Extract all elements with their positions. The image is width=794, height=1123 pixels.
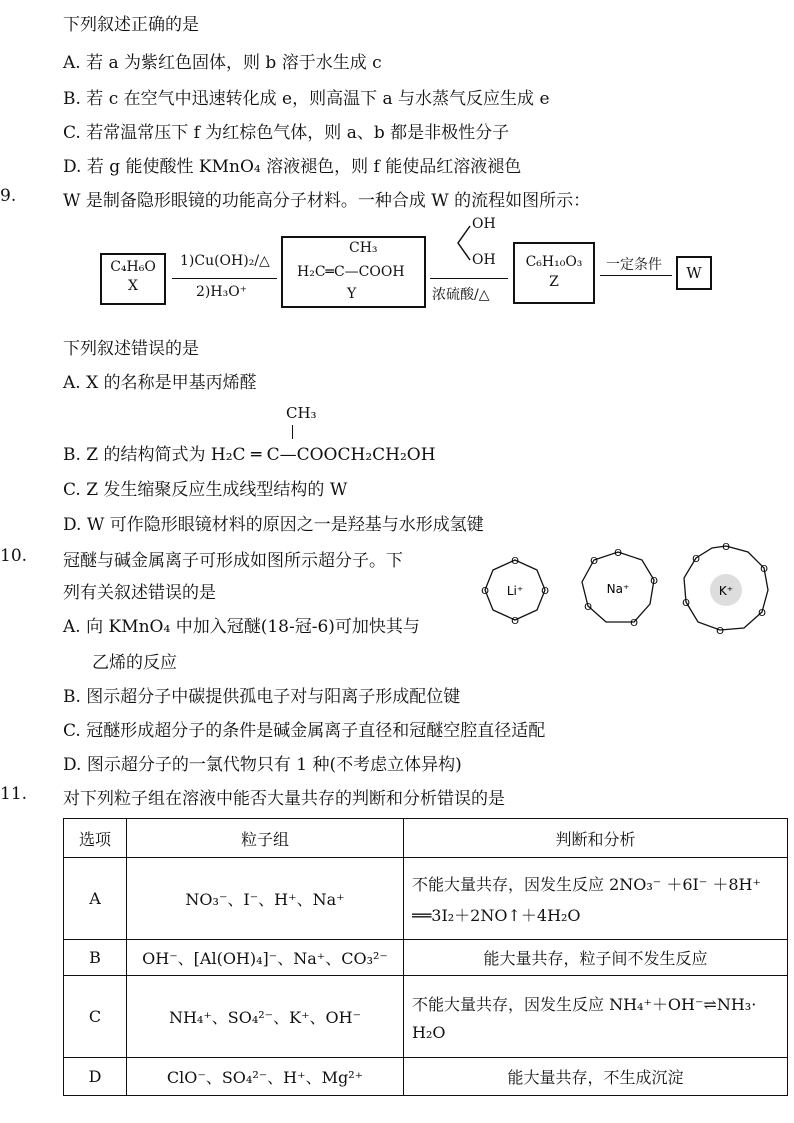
row-ions: NH₄⁺、SO₄²⁻、K⁺、OH⁻ (127, 976, 404, 1058)
compound-x-box (100, 253, 166, 305)
q10-number: 10. (0, 546, 28, 566)
step3-condition: 一定条件 (606, 257, 662, 273)
compound-y-box (281, 236, 426, 308)
arrow-3 (600, 275, 672, 276)
analysis-line: 不能大量共存，因发生反应 NH₄⁺＋OH⁻⇌NH₃· (412, 994, 757, 1014)
row-ions: NO₃⁻、I⁻、H⁺、Na⁺ (127, 858, 404, 940)
oxygen-atom: O (614, 548, 622, 559)
q10-stem-line1: 冠醚与碱金属离子可形成如图所示超分子。下 (63, 551, 403, 571)
compound-w-label: W (686, 264, 702, 282)
row-option: B (64, 940, 127, 976)
q10-option-c: C. 冠醚形成超分子的条件是碱金属离子直径和冠醚空腔直径适配 (63, 721, 546, 741)
table-row (64, 1058, 788, 1096)
row-analysis (404, 858, 788, 940)
q9-option-a: A. X 的名称是甲基丙烯醛 (63, 373, 257, 393)
q9-option-c: C. Z 发生缩聚反应生成线型结构的 W (63, 480, 348, 500)
compound-x-label: X (128, 278, 138, 294)
compound-w-box (676, 256, 712, 290)
crown-ether-li (481, 556, 549, 627)
arrow-1 (172, 278, 277, 279)
q9-sub-stem: 下列叙述错误的是 (63, 339, 199, 359)
row-option: A (64, 858, 127, 940)
q8-option-c: C. 若常温常压下 f 为红棕色气体，则 a、b 都是非极性分子 (63, 123, 510, 143)
row-analysis (404, 976, 788, 1058)
oxygen-atom: O (650, 576, 658, 587)
row-ions: ClO⁻、SO₄²⁻、H⁺、Mg²⁺ (127, 1058, 404, 1096)
q8-option-d: D. 若 g 能使酸性 KMnO₄ 溶液褪色，则 f 能使品红溶液褪色 (63, 157, 522, 177)
ion-na-label: Na⁺ (606, 582, 630, 596)
q10-option-a-line2: 乙烯的反应 (92, 653, 177, 673)
q9-option-b-ch3: CH₃ (286, 404, 317, 422)
oxygen-atom: O (511, 556, 519, 567)
q10-option-d: D. 图示超分子的一氯代物只有 1 种(不考虑立体异构) (63, 755, 462, 775)
ion-k-label: K⁺ (718, 584, 734, 598)
compound-x-formula: C₄H₆O (110, 259, 156, 275)
reagent-oh-bottom: OH (472, 252, 496, 268)
q8-stem: 下列叙述正确的是 (63, 15, 199, 35)
q11-stem: 对下列粒子组在溶液中能否大量共存的判断和分析错误的是 (63, 789, 505, 809)
analysis-line: ══3I₂＋2NO↑＋4H₂O (412, 905, 581, 925)
header-ions: 粒子组 (127, 819, 404, 858)
compound-z-box (513, 242, 595, 304)
compound-z-formula: C₆H₁₀O₃ (525, 254, 583, 270)
crown-ether-na (582, 548, 658, 629)
table-row (64, 858, 788, 940)
q9-option-d: D. W 可作隐形眼镜材料的原因之一是羟基与水形成氢键 (63, 515, 484, 535)
compound-y-label: Y (347, 286, 357, 302)
crown-ether-figures (470, 540, 788, 640)
oxygen-atom: O (722, 542, 730, 553)
oxygen-atom: O (760, 564, 768, 575)
q9-option-b: B. Z 的结构简式为 H₂C ═ C—COOCH₂CH₂OH (63, 445, 436, 465)
analysis-line: 不能大量共存，因发生反应 2NO₃⁻ ＋6I⁻ ＋8H⁺ (412, 874, 761, 894)
q10-option-a-line1: A. 向 KMnO₄ 中加入冠醚(18-冠-6)可加快其与 (63, 617, 420, 637)
oxygen-atom: O (481, 586, 489, 597)
q8-option-a: A. 若 a 为紫红色固体，则 b 溶于水生成 c (63, 53, 382, 73)
oxygen-atom: O (716, 626, 724, 637)
oxygen-atom: O (511, 616, 519, 627)
compound-y-formula: H₂C═C—COOH (297, 264, 405, 280)
oxygen-atom: O (584, 602, 592, 613)
oxygen-atom: O (590, 556, 598, 567)
compound-z-label: Z (549, 274, 559, 290)
table-header-row (64, 819, 788, 858)
q8-option-b: B. 若 c 在空气中迅速转化成 e，则高温下 a 与水蒸气反应生成 e (63, 89, 550, 109)
row-option: D (64, 1058, 127, 1096)
compound-y-ch3: CH₃ (349, 240, 378, 256)
step1-condition-top: 1)Cu(OH)₂/△ (180, 253, 270, 269)
reagent-oh-top: OH (472, 216, 496, 232)
q10-option-b: B. 图示超分子中碳提供孤电子对与阳离子形成配位键 (63, 687, 461, 707)
oxygen-atom: O (541, 586, 549, 597)
q10-stem-line2: 列有关叙述错误的是 (63, 583, 216, 603)
arrow-2 (430, 278, 508, 279)
header-option: 选项 (64, 819, 127, 858)
q9-number: 9. (0, 186, 17, 206)
table-row (64, 976, 788, 1058)
oxygen-atom: O (758, 608, 766, 619)
row-analysis: 能大量共存，不生成沉淀 (404, 1058, 788, 1096)
oxygen-atom: O (630, 618, 638, 629)
oxygen-atom: O (682, 598, 690, 609)
row-option: C (64, 976, 127, 1058)
ion-li-label: Li⁺ (506, 584, 524, 598)
step2-condition: 浓硫酸/△ (432, 287, 490, 303)
q9-stem: W 是制备隐形眼镜的功能高分子材料。一种合成 W 的流程如图所示： (63, 191, 591, 211)
analysis-line: H₂O (412, 1022, 446, 1042)
q11-number: 11. (0, 784, 28, 804)
header-analysis: 判断和分析 (404, 819, 788, 858)
row-ions: OH⁻、[Al(OH)₄]⁻、Na⁺、CO₃²⁻ (127, 940, 404, 976)
q11-table (63, 818, 788, 1096)
crown-ether-k (682, 542, 768, 637)
step1-condition-bottom: 2)H₃O⁺ (196, 284, 248, 300)
row-analysis: 能大量共存，粒子间不发生反应 (404, 940, 788, 976)
table-row (64, 940, 788, 976)
q9-option-b-bond (292, 425, 293, 439)
oxygen-atom: O (692, 554, 700, 565)
